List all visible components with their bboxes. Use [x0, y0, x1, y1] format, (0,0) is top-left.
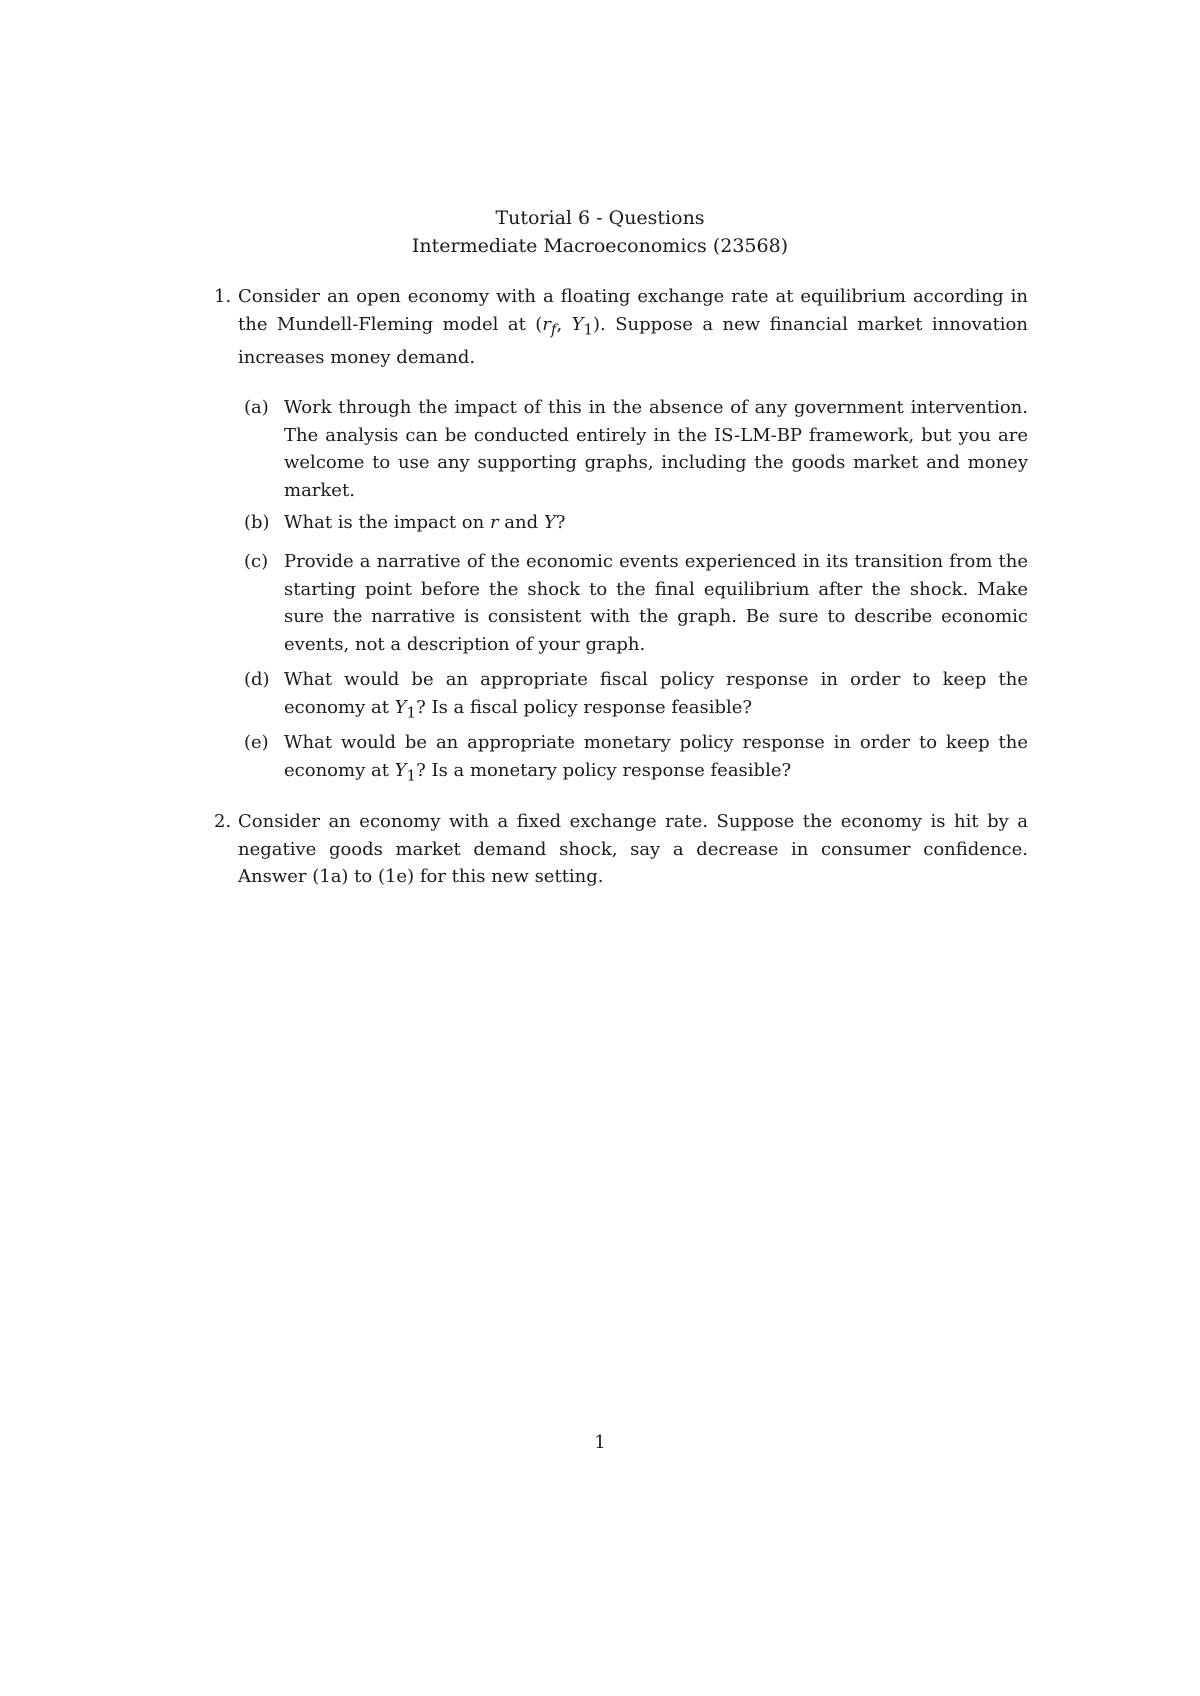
question-1d — [244, 666, 1028, 727]
math-y: Y — [543, 512, 556, 533]
part-text: ? — [555, 512, 566, 533]
course-name: Intermediate Macroeconomics (23568) — [411, 235, 789, 257]
part-label: (a) — [244, 397, 269, 418]
question-1 — [214, 283, 1028, 371]
math-subscript: f — [550, 320, 557, 339]
part-text: ? Is a fiscal policy response feasible? — [416, 696, 753, 718]
part-label: (c) — [244, 551, 269, 572]
math-y: Y — [394, 696, 407, 718]
part-label: (d) — [244, 669, 270, 690]
math-subscript: 1 — [406, 766, 417, 785]
part-text: What would be an appropriate fiscal policy response in order to keep the economy at — [284, 669, 1028, 718]
question-number: 1. — [214, 286, 232, 307]
math-y: Y — [394, 759, 407, 781]
part-text: Provide a narrative of the economic events experienced in its transition from the starting point before the shock to the final equilibrium after the shock. Make sure the narrative is consistent with the graph. Be sure to describe economic events, not a description of your graph. — [284, 551, 1028, 655]
question-text: ). Suppose a new financial market innovation increases money demand. — [238, 313, 1028, 368]
part-label: (e) — [244, 732, 269, 753]
math-y: Y — [571, 313, 584, 335]
math-r: r — [542, 313, 551, 335]
math-subscript: 1 — [583, 320, 594, 339]
part-text: What would be an appropriate monetary policy response in order to keep the economy at — [284, 732, 1028, 781]
math-subscript: 1 — [406, 703, 417, 722]
question-2 — [214, 808, 1028, 891]
question-1e — [244, 729, 1028, 790]
page-number: 1 — [594, 1432, 606, 1453]
part-text: ? Is a monetary policy response feasible? — [416, 759, 792, 781]
part-text: and — [498, 512, 544, 533]
part-text: Work through the impact of this in the absence of any government intervention. The analysis can be conducted entirely in the IS-LM-BP framework, but you are welcome to use any supporting graphs, including the goods market and money market. — [284, 397, 1028, 501]
math-separator: , — [556, 313, 572, 335]
part-text: What is the impact on — [284, 512, 490, 533]
question-text: Consider an economy with a fixed exchange rate. Suppose the economy is hit by a negative goods market demand shock, say a decrease in consumer confidence. Answer (1a) to (1e) for this new setting. — [238, 811, 1028, 887]
title-block — [0, 204, 1200, 260]
document-title: Tutorial 6 - Questions — [495, 207, 705, 229]
question-1c — [244, 548, 1028, 658]
question-1a — [244, 394, 1028, 504]
question-text: Consider an open economy with a floating exchange rate at equilibrium according in the Mundell-Fleming model at ( — [238, 286, 1028, 335]
question-number: 2. — [214, 811, 232, 832]
question-1b — [244, 509, 1028, 537]
math-r: r — [489, 512, 499, 533]
part-label: (b) — [244, 512, 270, 533]
